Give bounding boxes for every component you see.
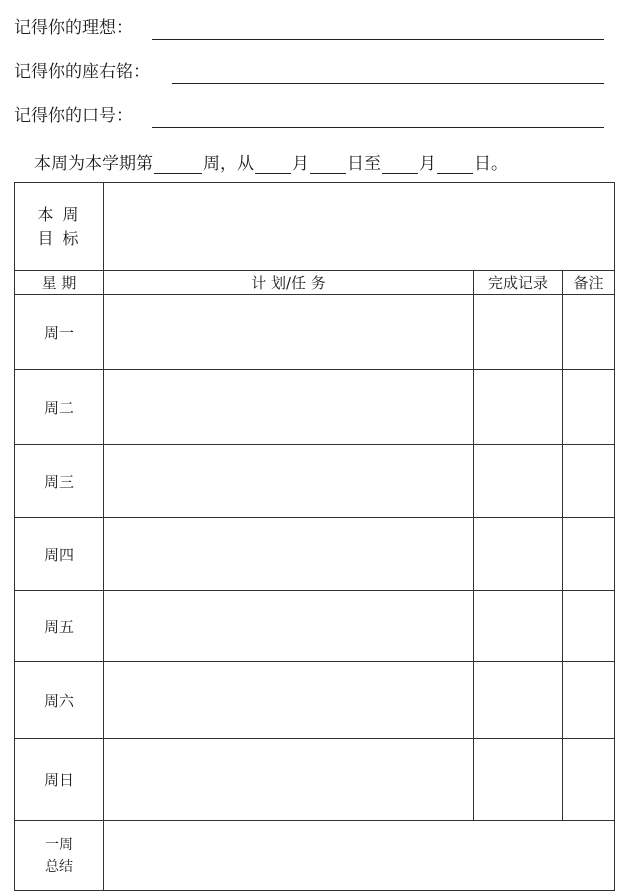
day-label-mon: 周一 <box>15 295 104 370</box>
ideal-line <box>14 16 604 40</box>
table-row <box>15 295 615 370</box>
notes-cell-tue[interactable] <box>563 370 615 445</box>
table-row <box>15 591 615 662</box>
summary-label <box>15 821 104 891</box>
notes-cell-wed[interactable] <box>563 445 615 518</box>
header-notes: 备注 <box>563 271 615 295</box>
notes-cell-fri[interactable] <box>563 591 615 662</box>
notes-cell-sat[interactable] <box>563 662 615 739</box>
slogan-line <box>14 104 604 128</box>
goal-row <box>15 183 615 271</box>
week-sentence <box>34 148 508 174</box>
record-cell-wed[interactable] <box>474 445 563 518</box>
plan-cell-fri[interactable] <box>104 591 474 662</box>
start-day-blank[interactable] <box>310 153 346 174</box>
table-row <box>15 662 615 739</box>
record-cell-mon[interactable] <box>474 295 563 370</box>
day-label-sun: 周日 <box>15 739 104 821</box>
day-label-sat: 周六 <box>15 662 104 739</box>
day-label-tue: 周二 <box>15 370 104 445</box>
start-month-blank[interactable] <box>255 153 291 174</box>
plan-cell-sun[interactable] <box>104 739 474 821</box>
goal-label-line-1: 本 周 <box>37 204 81 224</box>
goal-label <box>15 183 104 271</box>
record-cell-sun[interactable] <box>474 739 563 821</box>
summary-cell[interactable] <box>104 821 615 891</box>
record-cell-sat[interactable] <box>474 662 563 739</box>
table-row <box>15 370 615 445</box>
motto-label: 记得你的座右铭： <box>14 62 150 82</box>
ideal-blank[interactable] <box>152 39 604 40</box>
table-row <box>15 739 615 821</box>
end-month-blank[interactable] <box>382 153 418 174</box>
table-row <box>15 445 615 518</box>
weekly-plan-table <box>14 182 615 891</box>
week-text-1: 本周为本学期第 <box>34 154 153 174</box>
plan-cell-mon[interactable] <box>104 295 474 370</box>
header-day: 星 期 <box>15 271 104 295</box>
header-row <box>15 271 615 295</box>
goal-cell[interactable] <box>104 183 615 271</box>
header-plan: 计 划/任 务 <box>104 271 474 295</box>
summary-label-line-1: 一周 <box>45 836 73 853</box>
ideal-label: 记得你的理想： <box>14 18 133 38</box>
summary-label-line-2: 总结 <box>45 858 73 875</box>
plan-cell-sat[interactable] <box>104 662 474 739</box>
end-day-blank[interactable] <box>437 153 473 174</box>
slogan-label: 记得你的口号： <box>14 106 133 126</box>
day-label-fri: 周五 <box>15 591 104 662</box>
motto-blank[interactable] <box>172 83 604 84</box>
week-text-2: 周，从 <box>203 154 254 174</box>
week-number-blank[interactable] <box>154 153 202 174</box>
week-text-5: 月 <box>419 154 436 174</box>
record-cell-thu[interactable] <box>474 518 563 591</box>
slogan-blank[interactable] <box>152 127 604 128</box>
motto-line <box>14 60 604 84</box>
notes-cell-thu[interactable] <box>563 518 615 591</box>
record-cell-fri[interactable] <box>474 591 563 662</box>
goal-label-line-2: 目 标 <box>37 228 81 248</box>
notes-cell-sun[interactable] <box>563 739 615 821</box>
plan-cell-wed[interactable] <box>104 445 474 518</box>
header-record: 完成记录 <box>474 271 563 295</box>
day-label-wed: 周三 <box>15 445 104 518</box>
record-cell-tue[interactable] <box>474 370 563 445</box>
table-row <box>15 518 615 591</box>
day-label-thu: 周四 <box>15 518 104 591</box>
plan-cell-thu[interactable] <box>104 518 474 591</box>
week-text-6: 日。 <box>474 154 508 174</box>
summary-row <box>15 821 615 891</box>
week-text-4: 日至 <box>347 154 381 174</box>
week-text-3: 月 <box>292 154 309 174</box>
plan-cell-tue[interactable] <box>104 370 474 445</box>
notes-cell-mon[interactable] <box>563 295 615 370</box>
